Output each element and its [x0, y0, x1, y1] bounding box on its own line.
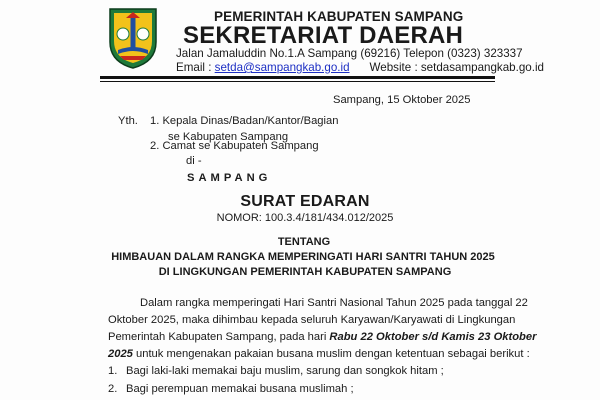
sampang-regency-coat-of-arms-icon — [106, 6, 160, 70]
recipient-item-1: 1. Kepala Dinas/Badan/Kantor/Bagian — [150, 115, 339, 127]
list-item-text: Bagi laki-laki memakai baju muslim, sarung dan songkok hitam ; — [126, 365, 444, 377]
letterhead-office-name: SEKRETARIAT DAERAH — [183, 22, 464, 49]
letterhead-divider-thin — [100, 81, 495, 82]
body-paragraph-line-3 — [108, 331, 537, 343]
event-year-emphasis: 2025 — [108, 348, 133, 360]
subject-heading: TENTANG — [277, 236, 331, 248]
body-paragraph-line-1: Dalam rangka memperingati Hari Santri Nasional Tahun 2025 pada tanggal 22 — [140, 297, 528, 309]
list-item — [108, 365, 444, 377]
recipient-salutation: Yth. — [118, 115, 138, 127]
letterhead-contact — [176, 61, 544, 74]
letterhead-divider-thick — [100, 76, 495, 79]
recipient-item-1-continuation: se Kabupaten Sampang — [168, 131, 289, 143]
letter-number: NOMOR: 100.3.4/181/434.012/2025 — [216, 212, 394, 224]
website-text: Website : setdasampangkab.go.id — [369, 61, 544, 74]
letterhead-government-name: PEMERINTAH KABUPATEN SAMPANG — [214, 9, 464, 24]
body-paragraph-line-4 — [108, 348, 530, 360]
event-dates-emphasis: Rabu 22 Oktober s/d Kamis 23 Oktober — [329, 331, 537, 343]
list-item-number: 2. — [108, 383, 118, 395]
letter-date: Sampang, 15 Oktober 2025 — [333, 94, 471, 106]
subject-line-2: DI LINGKUNGAN PEMERINTAH KABUPATEN SAMPANG — [158, 266, 452, 278]
email-label: Email : — [176, 61, 215, 74]
subject-line-1: HIMBAUAN DALAM RANGKA MEMPERINGATI HARI SANTRI TAHUN 2025 — [111, 251, 495, 263]
body-paragraph-line-2: Oktober 2025, maka dihimbau kepada seluruh Karyawan/Karyawati di Lingkungan — [108, 314, 516, 326]
letterhead-address: Jalan Jamaluddin No.1.A Sampang (69216) Telepon (0323) 323337 — [176, 47, 523, 60]
email-link[interactable]: setda@sampangkab.go.id — [214, 61, 350, 74]
list-item-text: Bagi perempuan memakai busana muslimah ; — [126, 383, 354, 395]
recipient-item-2: 2. Camat se Kabupaten Sampang — [150, 140, 319, 152]
body-text: untuk mengenakan pakaian busana muslim dengan ketentuan sebagai berikut : — [132, 348, 530, 360]
letter-title: SURAT EDARAN — [240, 193, 370, 210]
recipient-location: SAMPANG — [187, 172, 272, 184]
list-item — [108, 383, 354, 395]
list-item-number: 1. — [108, 365, 118, 377]
body-text: Pemerintah Kabupaten Sampang, pada hari — [108, 331, 330, 343]
recipient-location-prefix: di - — [186, 155, 202, 167]
